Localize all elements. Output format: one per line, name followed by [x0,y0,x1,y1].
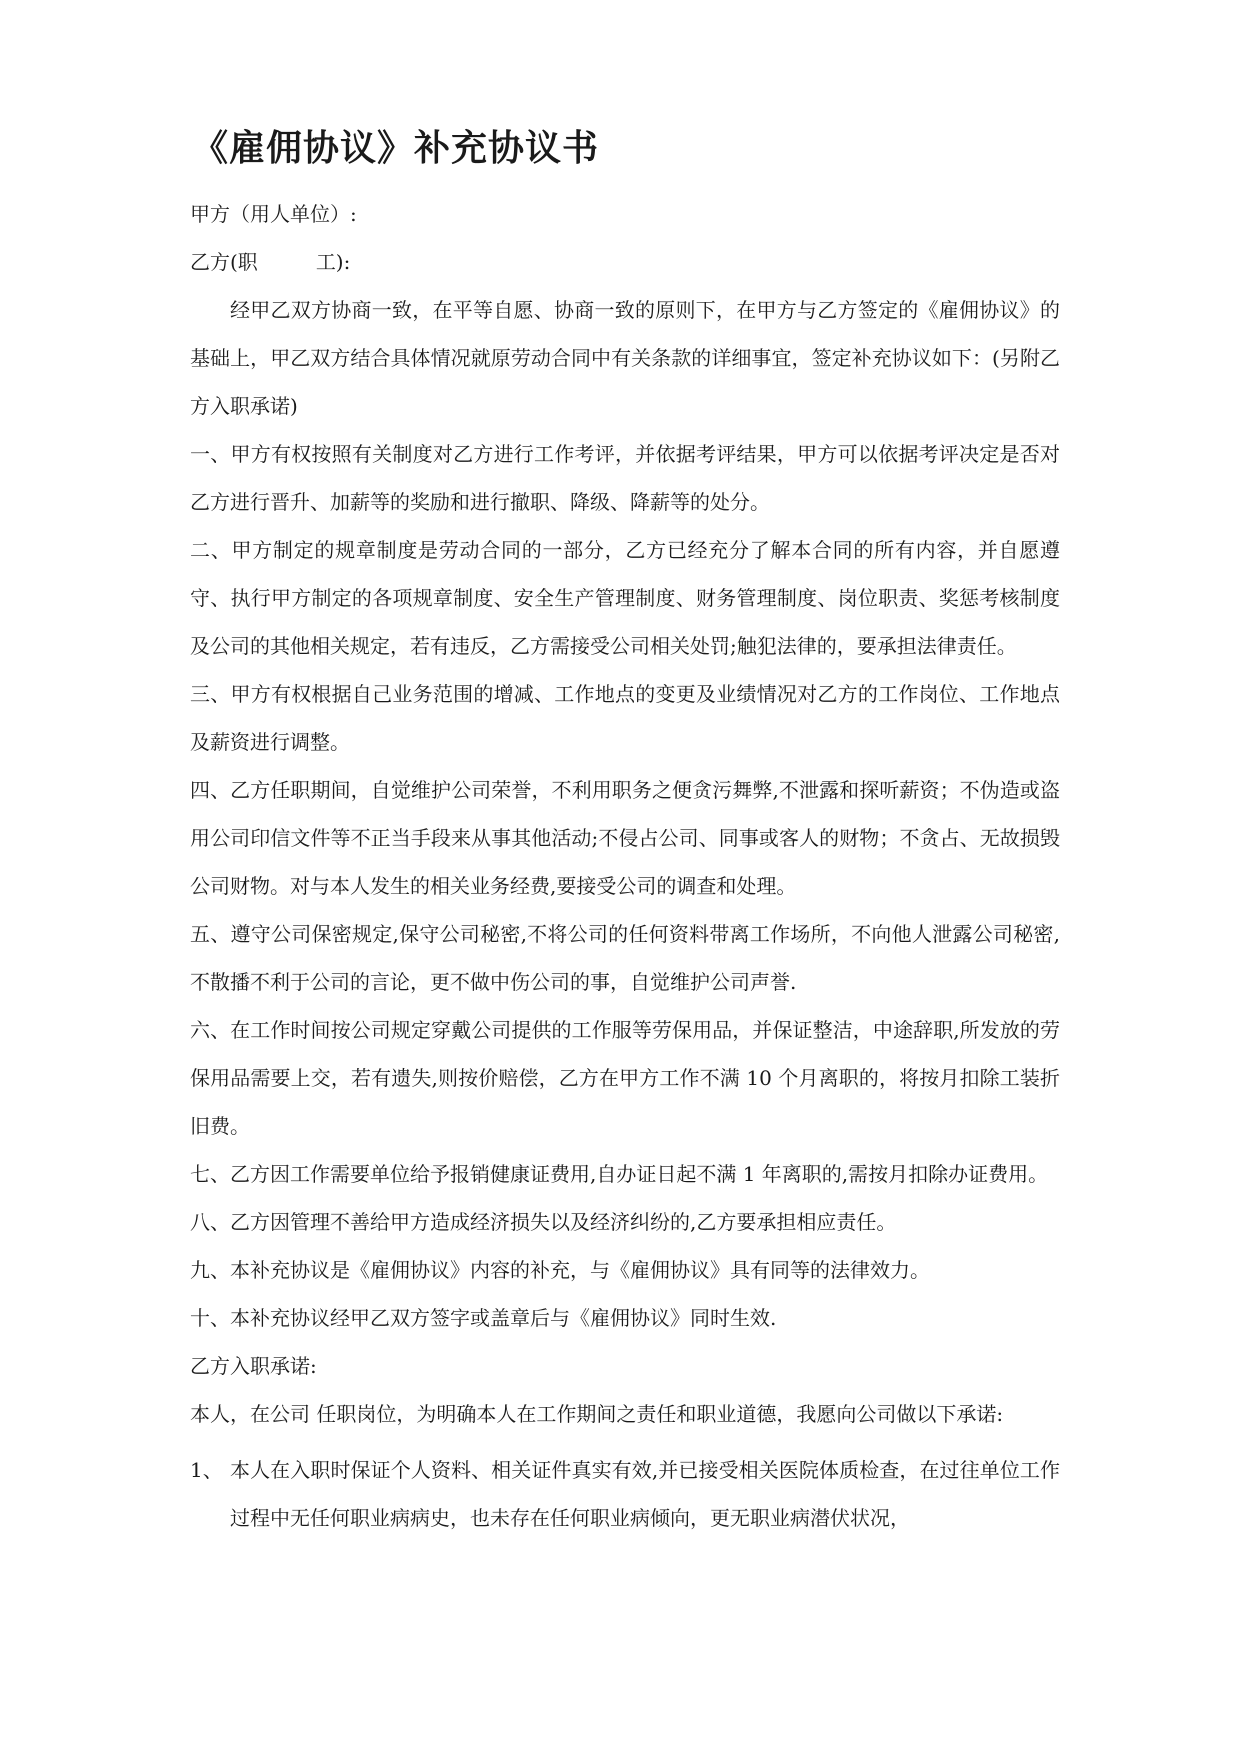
party-a-line: 甲方（用人单位）: [190,202,357,226]
party-b-line [190,238,1060,286]
clause-6: 六、在工作时间按公司规定穿戴公司提供的工作服等劳保用品，并保证整洁，中途辞职,所发放的劳保用品需要上交，若有遗失,则按价赔偿，乙方在甲方工作不满 10 个月离职的，将按月扣除工装折旧费。 [190,1018,1060,1138]
document-body [190,190,1060,1542]
commitment-intro: 本人，在公司 任职岗位，为明确本人在工作期间之责任和职业道德，我愿向公司做以下承诺: [190,1402,1004,1426]
clause-9: 九、本补充协议是《雇佣协议》内容的补充，与《雇佣协议》具有同等的法律效力。 [190,1258,930,1282]
party-b-prefix: 乙方(职 [190,250,258,274]
clause-4: 四、乙方任职期间，自觉维护公司荣誉，不利用职务之便贪污舞弊,不泄露和探听薪资；不伪造或盗用公司印信文件等不正当手段来从事其他活动;不侵占公司、同事或客人的财物；不贪占、无故损毁公司财物。对与本人发生的相关业务经费,要接受公司的调查和处理。 [190,778,1060,898]
clause-5: 五、遵守公司保密规定,保守公司秘密,不将公司的任何资料带离工作场所，不向他人泄露公司秘密,不散播不利于公司的言论，更不做中伤公司的事，自觉维护公司声誉. [190,922,1060,994]
commitment-item-1 [190,1446,1060,1542]
commitment-number: 1、 [190,1458,223,1482]
commitment-heading: 乙方入职承诺: [190,1354,317,1378]
party-b-suffix: 工): [315,250,351,274]
clause-1: 一、甲方有权按照有关制度对乙方进行工作考评，并依据考评结果，甲方可以依据考评决定是否对乙方进行晋升、加薪等的奖励和进行撤职、降级、降薪等的处分。 [190,442,1060,514]
clause-7: 七、乙方因工作需要单位给予报销健康证费用,自办证日起不满 1 年离职的,需按月扣除办证费用。 [190,1162,1049,1186]
clause-8: 八、乙方因管理不善给甲方造成经济损失以及经济纠纷的,乙方要承担相应责任。 [190,1210,897,1234]
intro-paragraph: 经甲乙双方协商一致，在平等自愿、协商一致的原则下，在甲方与乙方签定的《雇佣协议》的基础上，甲乙双方结合具体情况就原劳动合同中有关条款的详细事宜，签定补充协议如下：(另附乙方入职承诺) [190,298,1060,418]
clause-3: 三、甲方有权根据自己业务范围的增减、工作地点的变更及业绩情况对乙方的工作岗位、工作地点及薪资进行调整。 [190,682,1060,754]
document-title: 《雇佣协议》补充协议书 [192,128,600,169]
clause-10: 十、本补充协议经甲乙双方签字或盖章后与《雇佣协议》同时生效. [190,1306,777,1330]
commitment-text: 本人在入职时保证个人资料、相关证件真实有效,并已接受相关医院体质检查，在过往单位工作过程中无任何职业病病史，也未存在任何职业病倾向，更无职业病潜伏状况， [230,1458,1060,1530]
clause-2: 二、甲方制定的规章制度是劳动合同的一部分，乙方已经充分了解本合同的所有内容，并自愿遵守、执行甲方制定的各项规章制度、安全生产管理制度、财务管理制度、岗位职责、奖惩考核制度及公司的其他相关规定，若有违反，乙方需接受公司相关处罚;触犯法律的，要承担法律责任。 [190,538,1060,658]
